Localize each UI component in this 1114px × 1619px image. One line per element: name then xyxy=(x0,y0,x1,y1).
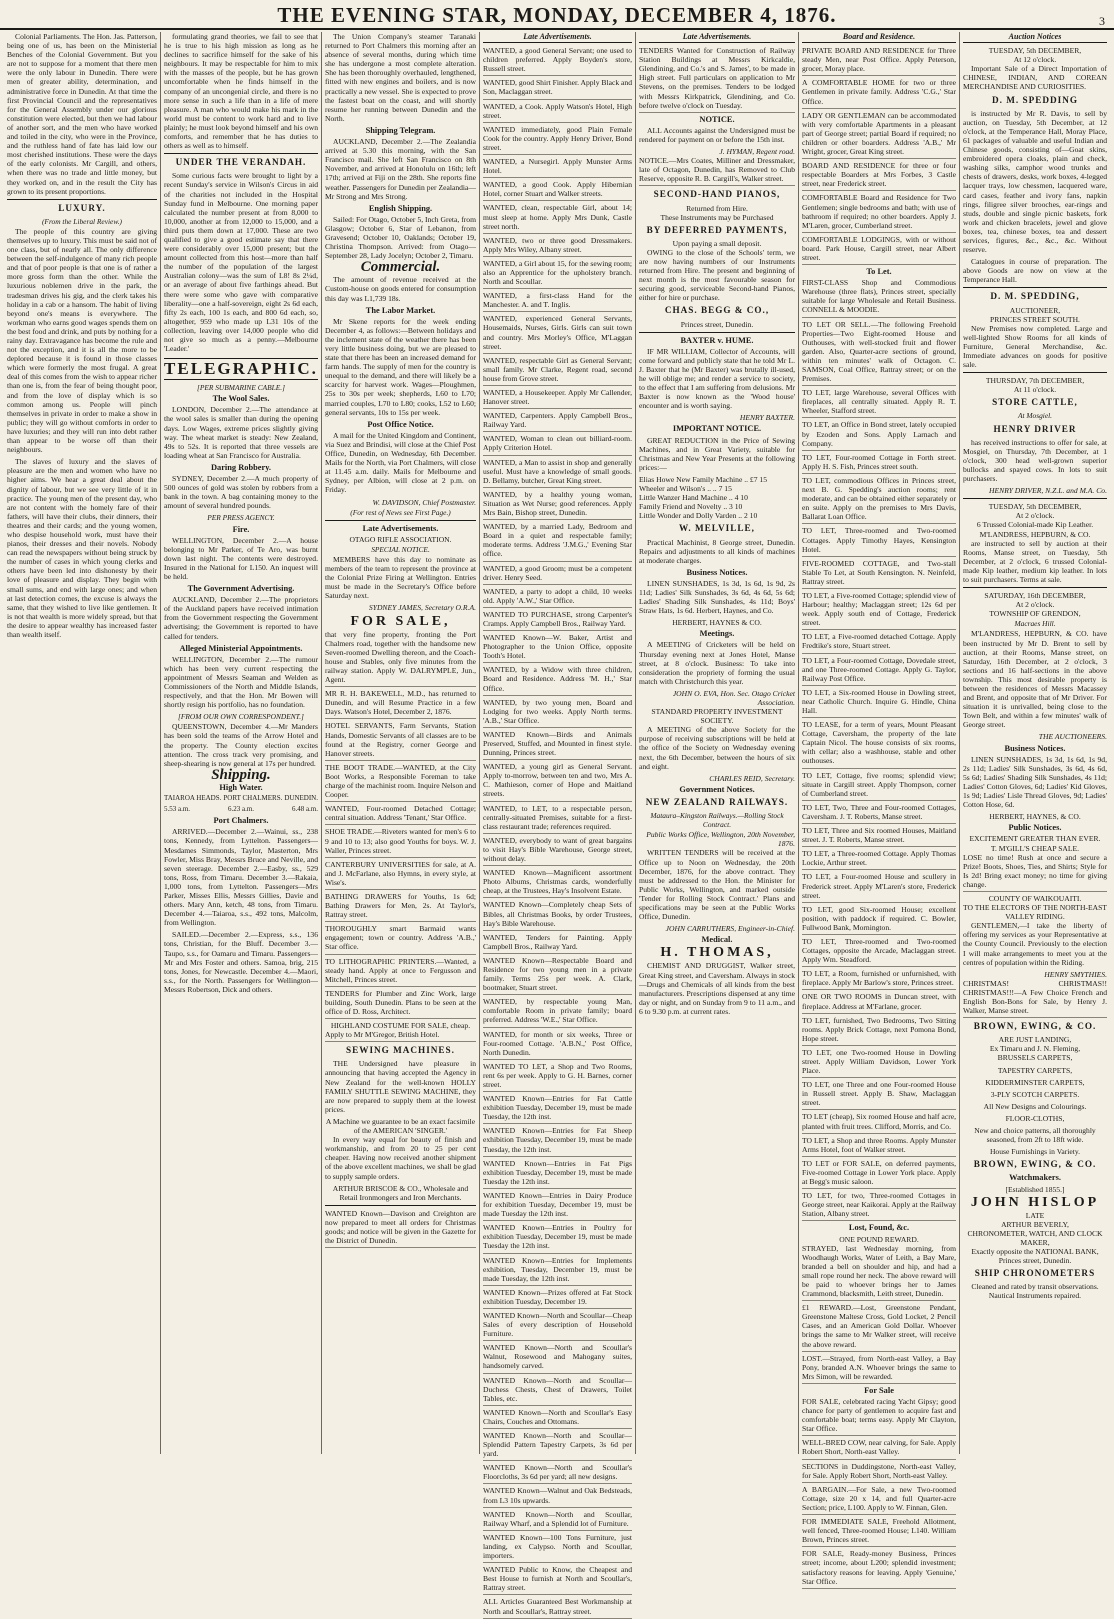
for-sale-heading: For Sale xyxy=(864,1385,894,1395)
column-1 xyxy=(4,32,160,1454)
watch-est: [Established 1855.] xyxy=(1005,1184,1065,1194)
business-title-7: Business Notices. xyxy=(1004,743,1066,753)
list-item: HOTEL SERVANTS, Farm Servants, Station Hands, Domestic Servants of all classes are to be found at the Registry, corner George and Hanover streets. xyxy=(325,721,476,760)
rifle-title: OTAGO RIFLE ASSOCIATION. xyxy=(349,534,452,544)
list-item: TO LET (cheap), Six roomed House and half acre, planted with fruit trees. Clifford, Morris, and Co. xyxy=(802,1112,956,1133)
list-item: WANTED Known—Completely cheap Sets of Bibles, all Christmas Books, by order Trustees, Hay's Bible Warehouse. xyxy=(483,900,632,930)
spedding-text: is instructed by Mr R. Davis, to sell by auction, on Tuesday, 5th December, at 12 o'clock, at the Temperance Hall, Moray Place, 61 packages of valuable and useful Indian and Chinese goods, consisting of—Goat skins, embroidered opera cloaks, plain and check, washing silks, camphor wood trunks and chests of drawers, desks, work boxes, 4-legged lacquer trays, low chessmen, lacquered ware, card cases, feather and ivory fans, napkin rings, filigree silver brooches, ear-rings and studs, double and single picnic baskets, fork work and chicken bracelets, jewel and glove boxes, tea, chinese boxes, tea and dessert services, figures, &c., &c., &c. Without reserve. xyxy=(963,108,1107,255)
cricket-sig: JOHN O. EVA, Hon. Sec. Otago Cricket Association. xyxy=(672,688,795,707)
list-item: WANTED, respectable Girl as General Servant; small family. Mr Clarke, Regent road, second house from Grove street. xyxy=(483,356,632,386)
list-item: THOROUGHLY smart Barmaid wants engagement; town or country. Address 'A.B.,' Star office. xyxy=(325,924,476,954)
herbert-7: HERBERT, HAYNES, & CO. xyxy=(989,812,1081,822)
list-item: 3-PLY SCOTCH CARPETS. xyxy=(990,1089,1080,1099)
list-item: WANTED, experienced General Servants, Housemaids, Nurses, Girls. Girls can suit town and country. Mrs Morley's Office, M'Laggan street. xyxy=(483,314,632,353)
christmas-ad: CHRISTMAS! CHRISTMAS!! CHRISTMAS!!!—A Few Choice French and English Bon-Bons for Sale, by Henry J. Walker, Manse street. xyxy=(963,979,1107,1018)
lost-title: Lost, Found, &c. xyxy=(848,1223,910,1233)
see-first: (For rest of News see First Page.) xyxy=(350,507,451,517)
reward-title: ONE POUND REWARD. xyxy=(839,1234,919,1244)
english-text: Sailed: For Otago, October 5, Inch Greta, from Glasgow; October 6, Star of Lebanon, from Gravesend; October 10, Oaklands; October 19, Christina Thompson. Arrived: from Otago—September 28, Lady Jocelyn; October 2, Timaru. xyxy=(325,214,476,261)
baxter-title: BAXTER v. HUME. xyxy=(680,335,754,345)
port-title: Port Chalmers. xyxy=(213,816,269,826)
labour-text: Mr Skene reports for the week ending December 4, as follows:—Between holidays and the inclement state of the weather there has been very little business doing, but we are pleased to state that there has been an increased demand for farm hands. The supply of men for the country is unequal to the demand, and there will likely be a scarcity for harvest work. Wages—Ploughmen, 25s to 30s per week; shepherds, L60 to L70; married couples, L70 to L80; cooks, L52 to L60; general servants, 10s to 15s per week. xyxy=(325,316,476,417)
col4-head: Late Advertisements. xyxy=(483,32,632,43)
list-item: TO LET or FOR SALE, on deferred payments, Five-roomed Cottage in Lower York place. Apply at Begg's music saloon. xyxy=(802,1159,956,1189)
union-text: The Union Company's steamer Taranaki returned to Port Chalmers this morning after an absence of several months, during which time she has undergone a most complete alteration. She has been thoroughly overhauled, lengthened, fitted with new engines and boilers, and is now practically a new vessel. She is expected to prove the fastest boat on the coast, and will shortly resume her running between Dunedin and the North. xyxy=(325,32,476,123)
list-item: Little Wonder and Dolly Varden .. 2 10 xyxy=(639,511,758,521)
govt-text: AUCKLAND, December 2.—The proprietors of the Auckland papers have received intimation from the Government respecting the Government advertising; the Government is reported to have called for tenders. xyxy=(164,595,318,641)
thomas-title: H. THOMAS, xyxy=(660,945,774,961)
list-item: TO LITHOGRAPHIC PRINTERS.—Wanted, a steady hand. Apply at once to Fergusson and Mitchell, Princes street. xyxy=(325,957,476,987)
page-number: 3 xyxy=(1099,14,1106,28)
fire-title: Fire. xyxy=(232,524,250,534)
list-item: FOR IMMEDIATE SALE, Freehold Allotment, well fenced, Three-roomed House; L140. William Brown, Princes street. xyxy=(802,1517,956,1547)
list-item: TAPESTRY CARPETS, xyxy=(997,1065,1073,1075)
list-item: WANTED Known—Walnut and Oak Bedsteads, from L3 10s upwards. xyxy=(483,1486,632,1507)
col6-to-let-ads xyxy=(802,278,956,1221)
post-signed: W. DAVIDSON, Chief Postmaster. xyxy=(372,497,476,507)
meetings-title: Meetings. xyxy=(699,629,735,639)
sailed-text: SAILED.—December 2.—Express, s.s., 136 tons, Christian, for the Bluff. December 3.—Taupo, s.s., for Oamaru and Timaru. Passengers—Mr and Mrs Foster and others. Samoa, brig, 215 tons, Jones, for Newcastle. December 4.—Maori, s.s., for the North. Passengers for Wellington—Messrs Robertson, Dick and others. xyxy=(164,930,318,994)
list-item: THE BOOT TRADE.—WANTED, at the City Boot Works, a Responsible Foreman to take charge of the machinist room. Inquire Nelson and Cooper. xyxy=(325,763,476,802)
list-item: WANTED, a good Groom; must be a competent driver. Henry Seed. xyxy=(483,564,632,585)
masthead-title: THE EVENING STAR, MONDAY, DECEMBER 4, 1876. xyxy=(277,3,837,27)
fire-text: WELLINGTON, December 2.—A house belonging to Mr Parker, of Te Aro, was burnt down last night. The contents were destroyed. Insured in the National for L150. An inquest will be held. xyxy=(164,535,318,581)
baxter-sig: HENRY BAXTER. xyxy=(739,413,795,423)
list-item: WANTED, a first-class Hand for the Manchester. A. and T. Inglis. xyxy=(483,291,632,312)
article-luxury-2: The slaves of luxury and the slaves of pleasure are the men and women who have no higher aims. We hear a great deal about the dignity of labour, but we see very little of it in practice. The young men of the present day, who are not content with the homely fare of their fathers, will have their clubs, their dinners, their theatres and their cards; and the young women, who despise household work, must have their pianos, their dresses and their novels. Nobody can read the newspapers without being struck by the number of cases in which young clerks and others have been led into dishonesty by their love of pleasure and display. They begin with small sums, and end with large ones; and when at last detection comes, the excuse is always the same, that they wished to live like gentlemen. It is not that wealth is more widely spread, but that the desire to appear wealthy has increased faster than wealth itself. xyxy=(7,457,157,639)
list-item: WANTED, Woman to clean out billiard-room. Apply Criterion Hotel. xyxy=(483,434,632,455)
hislop-title: JOHN HISLOP xyxy=(970,1194,1100,1210)
shipping-title: Shipping. xyxy=(211,766,271,783)
hislop-text: CHRONOMETER, WATCH, AND CLOCK MAKER, xyxy=(967,1228,1103,1247)
cricket-text: A MEETING of Cricketers will be held on Thursday evening next at Jones Hotel, Manse street, at 8 o'clock. Business: To take into consideration the propriety of forming the usual match with Christchurch this year. xyxy=(639,640,795,686)
township-sub: Macraes Hill. xyxy=(1014,619,1056,629)
township-sig: THE AUCTIONEERS. xyxy=(1038,732,1107,742)
tues-title: TUESDAY, 5th DECEMBER, xyxy=(988,46,1082,56)
list-item: A COMFORTABLE HOME for two or three Gentlemen in private family. Address 'C.G.,' Star Office. xyxy=(802,78,956,108)
list-item: WANTED Known—W. Baker, Artist and Photographer to the Union Office, opposite Tooth's Hotel. xyxy=(483,633,632,663)
to-let-title: To Let. xyxy=(866,267,892,277)
auctioneer-sub: AUCTIONEER, xyxy=(1009,305,1061,315)
list-item: TO LET, Cottage, five rooms; splendid view; situate in Cargill street. Apply Thompson, corner of Cumberland street. xyxy=(802,771,956,801)
public-title: Public Notices. xyxy=(1008,823,1062,833)
list-item: WANTED, to LET, to a respectable person, centrally-situated Premises, suitable for a first-class restaurant trade; references required. xyxy=(483,804,632,834)
pianos-l1: Returned from Hire. xyxy=(686,203,748,213)
list-item: WANTED, a party to adopt a child, 10 weeks old. Apply 'A.W.,' Star Office. xyxy=(483,587,632,608)
col5-head: Late Advertisements. xyxy=(639,32,795,43)
list-item: WANTED, a good Cook. Apply Hibernian Hotel, corner Stuart and Walker streets. xyxy=(483,180,632,201)
business-title: Business Notices. xyxy=(686,567,748,577)
watch-title: Watchmakers. xyxy=(1009,1173,1061,1183)
col6-head: Board and Residence. xyxy=(802,32,956,43)
luxury-title: LUXURY. xyxy=(58,202,106,213)
list-item: PRIVATE BOARD AND RESIDENCE for Three steady Men, near Post Office. Apply Peterson, grocer, Moray place. xyxy=(802,46,956,76)
highland-text: Apply to Mr M'Gregor, British Hotel. xyxy=(325,1030,476,1042)
arrived-text: ARRIVED.—December 2.—Wainui, ss., 238 tons, Kennedy, from Lyttelton. Passengers—Mesdames Simmonds, Taylor, Masterton, Mrs Fowler, Miss Bray, Messrs Bruce and Neville, and seven steerage. December 2.—Easby, ss., 529 tons, Ross, from Timaru. December 3.—Rakaia, 1,000 tons, from Lyttelton. Passengers—Mrs Parker, Misses Ellis, Messrs Gillies, Davie and others. Mary Ann, ketch, 48 tons, from Timaru. December 4.—Taiaroa, s.s., 492 tons, Malcolm, from Wellington. xyxy=(164,827,318,928)
sat-time: At 2 o'clock. xyxy=(1015,600,1055,610)
township-title: TOWNSHIP OF GRENDON, xyxy=(989,609,1081,619)
hislop-late: LATE xyxy=(1025,1210,1045,1220)
list-item: A BARGAIN.—For Sale, a new Two-roomed Cottage, size 20 x 14, and full Quarter-acre Section; price, L100. Apply to W. Finnan, Glen. xyxy=(802,1485,956,1515)
catalogues-text: Catalogues in course of preparation. The above Goods are now on view at the Temperance Hall. xyxy=(963,257,1107,285)
brown-sub: ARE JUST LANDING, xyxy=(998,1035,1072,1045)
list-item: WANTED Known—Magnificent assortment Photo Albums, Christmas cards, wonderfully cheap, at the Trustees, Hay's Insolvent Estate. xyxy=(483,868,632,898)
list-item: SECTIONS in Duddingstone, North-east Valley, for Sale. Apply Robert Short, North-east Valley. xyxy=(802,1462,956,1483)
post-title: Post Office Notice. xyxy=(367,419,434,429)
column-7 xyxy=(959,32,1110,1454)
list-item: TO LET, a Four-roomed Cottage, Dovedale street, and one Three-roomed Cottage. Apply G. Taylor, Railway Post Office. xyxy=(802,656,956,686)
herbert: HERBERT, HAYNES & CO. xyxy=(672,618,762,628)
strayed-ad: STRAYED, last Wednesday morning, from Woodhaugh Works, Water of Leith, a Bay Mare, branded a bell on shoulder and hip, and had a small rope round her neck. The above reward will be paid to whoever brings her to James Crammond, blacksmith, Leith street, Dunedin. xyxy=(802,1244,956,1302)
list-item: WELL-BRED COW, near calving, for Sale. Apply Robert Short, North-east Valley. xyxy=(802,1438,956,1459)
tues2-title: TUESDAY, 5th DECEMBER, xyxy=(988,502,1082,512)
singer-text: In every way equal for beauty of finish and workmanship, and from 20 to 25 per cent cheaper. Having now received another shipment of the above excellent machines, we shall be glad to supply sample orders. xyxy=(325,1135,476,1181)
pianos-l4: Upon paying a small deposit. xyxy=(672,238,762,248)
list-item: LADY OR GENTLEMAN can be accommodated with very comfortable Apartments in a pleasant part of George street; partial Board if required; no children or other boarders. Address 'A.B.,' Mr Wright, grocer, Great King street. xyxy=(802,111,956,159)
correspondent: [FROM OUR OWN CORRESPONDENT.] xyxy=(178,712,304,722)
list-item: Little Wanzer Hand Machine .. 4 10 xyxy=(639,493,748,503)
luxury-source: (From the Liberal Review.) xyxy=(41,216,123,226)
list-item: FLOOR-CLOTHS, xyxy=(1005,1113,1065,1123)
melville-text: Practical Machinist, 8 George street, Dunedin. Repairs and adjustments to all kinds of machines at moderate charges. xyxy=(639,537,795,565)
nzr-title: NEW ZEALAND RAILWAYS. xyxy=(645,796,789,807)
list-item: WANTED, by a healthy young woman, Situation as Wet Nurse; good references. Apply Mrs Bain, Bishop street, Dunedin. xyxy=(483,490,632,520)
list-item: WANTED Known—Entries in Dairy Produce for exhibition Tuesday, December 19, must be made Tuesday the 12th inst. xyxy=(483,1191,632,1221)
hislop-sub: ARTHUR BEVERLY, xyxy=(1001,1219,1069,1229)
list-item: TO LET, one Three and one Four-roomed House in Russell street. Apply B. Shaw, Maclaggan street. xyxy=(802,1080,956,1110)
press-agency: PER PRESS AGENCY. xyxy=(207,513,275,523)
list-item: TO LET OR SELL.—The following Freehold Properties—Two Eight-roomed House and Outhouses, with well-stocked fruit and flower garden. Also, Quarter-acre sections of ground, within ten minutes' walk of Octagon. C. SAMSON, Coal Office, Rattray street; or on the Premises. xyxy=(802,320,956,387)
important-text: GREAT REDUCTION in the Price of Sewing Machines, and in Great Variety, suitable for Christmas and New Year Presents at the following prices:— xyxy=(639,435,795,472)
standard-text: A MEETING of the above Society for the purpose of receiving subscriptions will be held at the office of the Society on Wednesday evening next, the 6th December, between the hours of six and eight. xyxy=(639,725,795,771)
briscoe: ARTHUR BRISCOE & CO., Wholesale and Retail Ironmongers and Iron Merchants. xyxy=(332,1183,469,1202)
column-2 xyxy=(160,32,321,1454)
important-title: IMPORTANT NOTICE. xyxy=(672,424,762,434)
masthead xyxy=(0,0,1114,30)
list-item: Family Friend and Novelty .. 3 10 xyxy=(639,502,743,512)
list-item: WANTED, for month or six weeks, Three or Four-roomed Cottage. 'A.B.N.,' Post Office, North Dunedin. xyxy=(483,1030,632,1060)
list-item: TO LET, one Two-roomed House in Dowling street. Apply William Davidson, Lower York Place. xyxy=(802,1048,956,1078)
wool-text: LONDON, December 2.—The attendance at the wool sales is smaller than during the opening days. Low Wages, extreme prices slightly giving way. The wheat market is steady: New Zealand, 49s to 52s. It is reported that three vessels are loading wheat at San Francisco for Australia. xyxy=(164,405,318,460)
col6-sale-ads xyxy=(802,1397,956,1589)
county-title: COUNTY OF WAIKOUAITI. xyxy=(988,893,1082,903)
telegraphic-sub: [PER SUBMARINE CABLE.] xyxy=(196,383,286,393)
cattle-title: STORE CATTLE, xyxy=(992,397,1078,408)
list-item: WANTED Known—Prizes offered at Fat Stock exhibition Tuesday, December 19. xyxy=(483,1288,632,1309)
list-item: WANTED, a Housekeeper. Apply Mr Callender, Hanover street. xyxy=(483,388,632,409)
electors-title: TO THE ELECTORS OF THE NORTH-EAST VALLEY RIDING. xyxy=(963,903,1107,922)
list-item: WANTED, everybody to want of great bargains to visit Hay's Bible Warehouse, George street, without delay. xyxy=(483,836,632,866)
list-item: WANTED, by respectable young Man, comfortable Room in private family; board preferred. Address 'W.E.,' Star Office. xyxy=(483,997,632,1027)
tues-text: Important Sale of a Direct Importation of CHINESE, INDIAN, AND COREAN MERCHANDISE AND CURIOSITIES. xyxy=(963,64,1107,92)
last-ad: WANTED Known—Davison and Creighton are now prepared to meet all orders for Christmas goods; and notice will be given in the Gazette for the District of Dunedin. xyxy=(325,1209,476,1248)
list-item: WANTED Known—North and Scoullar's Walnut, Rosewood and Mahogany suites, handsomely carved. xyxy=(483,1343,632,1373)
baxter-text: IF MR WILLIAM, Collector of Accounts, will come forward and publicly state that he told Mr L. J. Baxter that he (Mr Baxter) was brutally ill-used, he will oblige me; and render a service to society, to the effect that I am suffering from delusions. Mr Baxter is now known as the 'Wood house' encounter and is worth saying. xyxy=(639,346,795,411)
english-title: English Shipping. xyxy=(368,203,433,213)
brown-text: Ex Timaru and J. N. Fleming, xyxy=(989,1044,1081,1054)
tenders-ad: TENDERS Wanted for Construction of Railway Station Buildings at Messrs Kirkcaldie, Glendining, and Co.'s and S. James', to be made in High street. Full particulars on application to Mr Stevens, on the premises. Tenders to be lodged with Messrs Kirkpatrick, Glendining, and Co. before twelve o'clock on Tuesday. xyxy=(639,46,795,113)
rifle-text: MEMBERS have this day to nominate as members of the team to represent the province at the Colonial Prize Firing at Wellington. Entries must be made in the Secretary's Office before Saturday next. xyxy=(325,554,476,601)
list-item: WANTED Known—North and Scoullar—Cheap Sales of every description of Household Furniture. xyxy=(483,1311,632,1341)
telegraphic-title: TELEGRAPHIC. xyxy=(164,359,318,379)
tues2-text: 6 Trussed Colonial-made Kip Leather. xyxy=(976,520,1094,530)
list-item: WANTED, two or three good Dressmakers. Apply Mrs Wiley, Albany street. xyxy=(483,236,632,257)
sewing-text: THE Undersigned have pleasure in announcing that having accepted the Agency in New Zealand for the well-known HOLLY FAMILY SHUTTLE SEWING MACHINE, they are now prepared to supply them at the lowest prices. xyxy=(325,1059,476,1114)
article-parliaments: Colonial Parliaments. The Hon. Jas. Patterson, being one of us, has been on the Ministerial Benches of the Colonial Government. But you are not to suppose for a moment that there men were the only labour in Dunedin. There were men of greater ability, determination, and administrative force in Dunedin. At that time the first Provincial Council and the representatives for the General Assembly under our glorious constitution were elected, but then we had labour of another sort, and the men who have worked and toiled in the city, who were in the Province, and the ruthless hand of fate has laid low our most cherished institutions. These were the days of the early colonists. Mr Cargill, and others, when there was no trade and little money, but they worked on, and in the result the City has grown to its present proportions. xyxy=(7,32,157,196)
col7-head: Auction Notices xyxy=(963,32,1107,43)
spedding-title: D. M. SPEDDING xyxy=(992,94,1078,105)
highland-title: HIGHLAND COSTUME FOR SALE, cheap. xyxy=(330,1021,471,1031)
coates-ad: NOTICE.—Mrs Coates, Milliner and Dressmaker, late of Octagon, Dunedin, has Removed to Club Reserve, opposite R. B. Cargill's, Walker street. xyxy=(639,156,795,186)
thomas-text: CHEMIST AND DRUGGIST, Walker street, Great King street, and Caversham. Always in stock—Drugs and Chemicals of all kinds from the best manufacturers. Prescriptions dispensed at any time day or night, and on Sunday from 9 to 11 a.m., and 6 to 9.30 p.m. at current rates. xyxy=(639,961,795,1016)
list-item: WANTED Known—Respectable Board and Residence for two young men in a private family. Terms 25s per week. A. Clark, bootmaker, Stuart street. xyxy=(483,956,632,995)
auctioneer-addr: PRINCES STREET SOUTH. xyxy=(990,314,1080,324)
list-item: WANTED, clean, respectable Girl, about 14; must sleep at home. Apply Mrs Dunk, Castle street north. xyxy=(483,203,632,233)
list-item: WANTED, a young girl as General Servant. Apply to-morrow, between ten and two, Mrs A. C. Mathieson, corner of Hope and Maitland streets. xyxy=(483,762,632,801)
medical-title: Medical. xyxy=(701,935,733,945)
list-item: TO LET, a Five-roomed detached Cottage. Apply Fredtike's store, Stuart street. xyxy=(802,632,956,653)
list-item: WANTED Known—North and Scoullar—Splendid Pattern Tapestry Carpets, 3s 6d per yard. xyxy=(483,1431,632,1461)
list-item: TO LET, for two, Three-roomed Cottages in George street, near Kaikorai. Apply at the Railway Station, Albany street. xyxy=(802,1191,956,1221)
standard-title: STANDARD PROPERTY INVESTMENT SOCIETY. xyxy=(651,707,783,726)
verandah-title: UNDER THE VERANDAH. xyxy=(175,157,307,168)
list-item: WANTED, by a Widow with three children, Board and Residence. Address 'M. H.,' Star Office. xyxy=(483,665,632,695)
driver-sig: HENRY DRIVER, N.Z.L. and M.A. Co. xyxy=(989,486,1107,496)
mgill: T. M'GILL'S CHEAP SALE. xyxy=(990,843,1080,853)
high-water-title: High Water. xyxy=(219,782,263,792)
list-item: TO LET, an Office in Bond street, lately occupied by Ezoden and Sons. Apply Larnach and Company. xyxy=(802,420,956,450)
standard-sig: CHARLES REID, Secretary. xyxy=(709,773,795,783)
list-item: SHOE TRADE.—Riveters wanted for men's 6 to 9 and 10 to 13; also good Youths for boys. W. J. Waller, Princes street. xyxy=(325,827,476,857)
hislop-last: Cleaned and rated by transit observations. Nautical Instruments repaired. xyxy=(971,1282,1099,1301)
list-item: WANTED immediately, good Plain Female Cook for the country. Apply Henry Driver, Bond street. xyxy=(483,125,632,155)
commercial-title: Commercial. xyxy=(360,259,441,276)
begg-title: CHAS. BEGG & CO., xyxy=(664,305,770,316)
list-item: KIDDERMINSTER CARPETS, xyxy=(985,1077,1085,1087)
list-item: TO LET, good Six-roomed House; excellent position, with paddock if required. C. Bowler, Fullwood Bank, Mornington. xyxy=(802,905,956,935)
notice-title: NOTICE. xyxy=(699,114,735,124)
column-5 xyxy=(635,32,798,1454)
excitement: EXCITEMENT GREATER THAN EVER. xyxy=(969,834,1101,844)
brown-items xyxy=(963,1053,1107,1156)
list-item: TO LET, a Six-roomed House in Dowling street, near Catholic Church. Inquire G. Hindle, China Hall. xyxy=(802,688,956,718)
col4-ads xyxy=(483,46,632,1619)
list-item: WANTED Known—North and Scoullar—Duchess Chests, Chest of Drawers, Toilet Tables, etc. xyxy=(483,1376,632,1406)
list-item: FOR SALE, celebrated racing Yacht Gipsy; good chance for party of gentlemen to acquire fast and comfortable boat; terms easy. Apply Mr Clayton, Star Office. xyxy=(802,1397,956,1436)
tide-heads: TAIAROA HEADS. PORT CHALMERS. DUNEDIN. xyxy=(164,794,318,803)
alleged-text: WELLINGTON, December 2.—The rumour which has been very current respecting the appointment of Messrs Seaman and Welden as Commissioners of the North and Middle Islands, respectively, and that the Hon. Mr Bowen will shortly resign his portfolio, has no foundation. xyxy=(164,654,318,710)
rifle-sub: SPECIAL NOTICE. xyxy=(371,544,430,554)
list-item: TO LET, a Four-roomed House and scullery in Frederick street. Apply M'Laren's store, Frederick street. xyxy=(802,872,956,902)
thurs-title: THURSDAY, 7th DECEMBER, xyxy=(985,376,1085,386)
list-item: New and choice patterns, all thoroughly seasoned, from 2ft to 18ft wide. xyxy=(974,1126,1096,1145)
list-item: WANTED TO LET, a Shop and Two Rooms, rent 6s per week. Apply to G. H. Barnes, corner street. xyxy=(483,1062,632,1092)
electors-text: GENTLEMEN,—I take the liberty of offering my services as your Representative at the County Council. Previously to the election I will make arrangements to meet you at the centres of population within the Riding. xyxy=(963,921,1107,967)
list-item: TO LET, large Warehouse, several Offices with fireplaces, all centrally situated. Apply R. T. Wheeler, Stafford street. xyxy=(802,388,956,418)
list-item: WANTED, Carpenters. Apply Campbell Bros., Railway Yard. xyxy=(483,411,632,432)
list-item: WANTED Known—Birds and Animals Preserved, Stuffed, and Mounted in finest style. Dunning, Princes street. xyxy=(483,730,632,760)
list-item: WANTED, Four-roomed Detached Cottage; central situation. Address 'Tenant,' Star Office. xyxy=(325,804,476,825)
list-item: ALL Articles Guaranteed Best Workmanship at North and Scoullar's, Rattray street. xyxy=(483,1597,632,1618)
robbery-text: SYDNEY, December 2.—A much property of 500 ounces of gold was stolen by robbers from a bank in the town. A bag containing money to the amount of several hundred pounds. xyxy=(164,474,318,511)
alleged-title: Alleged Ministerial Appointments. xyxy=(179,643,303,653)
mlandress-text: are instructed to sell by auction at their Rooms, Manse street, on Tuesday, 5th December, at 2 o'clock, 6 trussed Colonial-made Kip leather, medium kip leather. In lots to suit purchasers. Terms at sale. xyxy=(963,538,1107,584)
list-item: FIVE-ROOMED COTTAGE, and Two-stall Stable To Let, at South Kensington. N. Neinfeld, Rattray street. xyxy=(802,559,956,589)
hislop-chron: SHIP CHRONOMETERS xyxy=(974,1268,1096,1279)
govt-notices-title: Government Notices. xyxy=(679,784,755,794)
singer-title: A Machine we guarantee to be an exact facsimile of the AMERICAN 'SINGER.' xyxy=(325,1116,476,1136)
late-ads-title: Late Advertisements. xyxy=(362,523,439,533)
list-item: TO LET, a Five-roomed Cottage; splendid view of Harbour; healthy; Maclaggan street; 12s 6d per week. Apply south end of Cottage, Frederick street. xyxy=(802,591,956,630)
list-item: BOARD AND RESIDENCE for three or four respectable Boarders at Mrs Forbes, 3 Castle street, near Frederick street. xyxy=(802,161,956,191)
robbery-title: Daring Robbery. xyxy=(210,462,272,472)
hislop-addr: Exactly opposite the NATIONAL BANK, Princes street, Dunedin. xyxy=(971,1247,1099,1266)
article-verandah: Some curious facts were brought to light by a recent Sunday's service in Wilson's Circus in aid of the charities not included in the Hospital Sunday fund in Melbourne. One morning paper calculated the number present at from 8,000 to 10,000, another at from 12,000 to 15,000, and a third puts them down at 17,000. These are two qualified to give a good estimate say that there were considerably over 15,000 present; but the amount collected from this host—more than half the number of the population of the largest Australian colony—was the sum of L8! 8s 2¼d, or an average of about five farthings ahead. But there were some who gave with comparative liberality—one a half-sovereign, eight 2s 6d each, fifty 2s each, 100 1s each, and 800 6d each, so, altogether, 959 who made up L31 10s of the collection, leaving over 14,000 people who did not give so much as a penny.—Melbourne 'Leader.' xyxy=(164,171,318,354)
lose-ad: LOSE no time! Rush at once and secure a Prize! Boots, Shoes, Ties, and Shirts; Style for Is 2d! Bring exact money; no time for giving change. xyxy=(963,853,1107,892)
driver-title: HENRY DRIVER xyxy=(993,423,1077,434)
list-item: TENDERS for Plumber and Zinc Work, large building, South Dunedin. Plans to be seen at the office of D. Ross, Architect. xyxy=(325,989,476,1019)
nzr-sub: Mataura–Kingston Railways.—Rolling Stock Contract. xyxy=(650,811,784,830)
tide-times: 5.53 a.m. 6.23 a.m. 6.48 a.m. xyxy=(164,805,318,814)
list-item: FIRST-CLASS Shop and Commodious Warehouse (three flats), Princes street, specially suitable for large Wholesale and Retail Business. CONNELL & MOODIE. xyxy=(802,278,956,317)
list-item: FOR SALE, Ready-money Business, Princes street; income, about L200; splendid investment; satisfactory reasons for leaving. Apply 'Genuine,' Star Office. xyxy=(802,1549,956,1588)
list-item: TO LET, a Three-roomed Cottage. Apply Thomas Lockie, Arthur street. xyxy=(802,849,956,870)
list-item: TO LET, a Room, furnished or unfurnished, with fireplace. Apply Mr Barlow's store, Princes street. xyxy=(802,969,956,990)
for-sale-title: FOR SALE, xyxy=(350,613,451,629)
list-item: WANTED, Tenders for Painting. Apply Campbell Bros., Railway Yard. xyxy=(483,933,632,954)
list-item: TO LET, Two, Three and Four-roomed Cottages, Caversham. J. T. Roberts, Manse street. xyxy=(802,803,956,824)
brown-sig: BROWN, EWING, & CO. xyxy=(973,1159,1097,1170)
list-item: WANTED Known—North and Scoullar's Floorcloths, 3s 6d per yard; all new designs. xyxy=(483,1463,632,1484)
pianos-text: OWING to the close of the Schools' term, we are now having numbers of our Instruments returned from Hire. The present and beginning of next month is the most favourable season for securing good, serviceable Second-hand Pianos, either for hire or purchase. xyxy=(639,247,795,303)
list-item: WANTED Known—Entries in Fat Pigs exhibition Tuesday, December 19, must be made Tuesday the 12th inst. xyxy=(483,1159,632,1189)
list-item: WANTED, a Girl about 15, for the sewing room; also an Apprentice for the upholstery branch. North and Scoullar. xyxy=(483,259,632,289)
driver-text: has received instructions to offer for sale, at Mosgiel, on Thursday, 7th December, at 1 o'clock, 300 head well-grown superior bullocks and spayed cows. In lots to suit purchasers. xyxy=(963,437,1107,484)
list-item: Wheeler and Wilson's .. .. 7 15 xyxy=(639,484,732,494)
bakewell-ad: MR R. H. BAKEWELL, M.D., has returned to Dunedin, and will Resume Practice in a few Days. Watson's Hotel, December 2, 1876. xyxy=(325,689,476,719)
price-list xyxy=(639,475,795,520)
nzr-text: WRITTEN TENDERS will be received at the Office up to Noon on Wednesday, the 20th December, 1876, for the above contract. They must be addressed to the Hon. the Minister for Public Works, Wellington, and marked outside 'Tender for Rolling Stock Contract.' Plans and specifications may be seen at the Public Works Office, Dunedin. xyxy=(639,848,795,922)
lost-ad: LOST.—Strayed, from North-east Valley, a Bay Pony, branded A.N. Whoever brings the same to Mrs Simon, will be rewarded. xyxy=(802,1354,956,1384)
telegram-title: Shipping Telegram. xyxy=(365,125,436,135)
melville-title: W. MELVILLE, xyxy=(679,523,755,534)
list-item: WANTED Known—Entries for Fat Sheep exhibition Tuesday, December 19, must be made Tuesday, the 12th inst. xyxy=(483,1126,632,1156)
list-item: WANTED Known—Entries for Implements exhibition, Tuesday, December 19, must be made Tuesday, the 12th inst. xyxy=(483,1256,632,1286)
list-item: All New Designs and Colourings. xyxy=(983,1101,1087,1111)
list-item: WANTED, good Shirt Finisher. Apply Black and Son, Maclaggan street. xyxy=(483,78,632,99)
for-sale-text: that very fine property, fronting the Port Chalmers road, together with the handsome new Seven-roomed Dwelling thereon, and the Coach-house and Stables, only five minutes from the railway station. Apply W. DALRYMPLE, Jun., Agent. xyxy=(325,630,476,688)
list-item: WANTED, by two young men, Board and Lodging for two weeks. Apply North terms. 'A.B.,' Star Office. xyxy=(483,698,632,728)
column-6 xyxy=(798,32,959,1586)
article-luxury: The people of this country are giving themselves up to luxury. This must be said not of one class, but of nearly all. The only difference between the self-indulgence of many rich people and that of poor people is that one is of rather a more gross form than the other. While the luxurious noblemen drive in the park, the tradesman drives his gig, and the clerk takes his holiday in a cab or a hansom. The habit of living beyond one's means is everywhere. The workman who earns good wages spends them on the best food and drink, and puts by nothing for a rainy day. Extravagance has become the rule and not the exception, and it is all the more to be deplored because it is found in those classes which were formerly the most frugal. A great deal of this comes from the wish to appear richer than one is, from the fear of being thought poor, and from the love of display which is so common among us. People will pinch themselves in private in order to make a show in public; they will go without comforts in order to have luxuries; and they will run into debt rather than appear to be worse off than their neighbours. xyxy=(7,226,157,455)
linen-text: LINEN SUNSHADES, 1s 3d, 1s 6d, 1s 9d, 2s 11d; Ladies' Silk Sunshades, 3s 6d, 4s 6d, 5s 6d; Ladies' Shading Silk Sunshades, 4s 11d; Boys' Straw Hats, 1s 6d. Herbert, Haynes, and Co. xyxy=(639,578,795,616)
telegram-text: AUCKLAND, December 2.—The Zealandia arrived at 5.30 this morning, with the San Francisco mail. She left San Francisco on 8th November, and arrived at Honolulu on 16th; left 17th; arrived at Fiji on the 28th. She reports fine weather. Passengers for Dunedin per Zealandia—Mr Strong and Mrs Strong. xyxy=(325,137,476,201)
pianos-title: SECOND-HAND PIANOS, xyxy=(653,189,781,200)
article-intro: formulating grand theories, we fail to see that he is true to his high mission as long as he declines to sacrifice himself for the sake of his neighbours. It may be respectable for him to mix with the masses of the people, but he has grown uncomfortable when he finds himself in the company of an uncongenial circle, and there is no more sense in such a life than in a life of mere pleasure. A man who would make his mark in the world must be content to work hard and to live plainly; he must look beyond himself and his own comforts, and remember that he has duties to others as well as to himself. xyxy=(164,32,318,151)
list-item: WANTED Known—100 Tons Furniture, just landing, ex Calypso. North and Scoullar, importers. xyxy=(483,1533,632,1563)
list-item: WANTED Known—Entries in Poultry for exhibition Tuesday, December 19, must be made Tuesday the 12th inst. xyxy=(483,1223,632,1253)
list-item: COMFORTABLE Board and Residence for Two Gentlemen; single bedrooms and bath; with use of bathroom if required; no other boarders. Apply J. M'Laren, grocer, Cumberland street. xyxy=(802,193,956,232)
sat-title: SATURDAY, 16th DECEMBER, xyxy=(984,591,1086,601)
list-item: WANTED, by a married Lady, Bedroom and Board in a quiet and respectable family; moderate terms. Address 'J.M.G.,' Evening Star office. xyxy=(483,522,632,561)
column-4 xyxy=(479,32,635,1616)
list-item: WANTED, a Man to assist in shop and generally useful. Must have a knowledge of small goods. D. Bellamy, butcher, Great King street. xyxy=(483,458,632,488)
list-item: TO LET, Three-roomed and Two-roomed Cottages. Apply Timothy Hayes, Kensington Hotel. xyxy=(802,526,956,556)
wool-title: The Wool Sales. xyxy=(212,394,270,404)
list-item: House Furnishings in Variety. xyxy=(989,1147,1081,1157)
list-item: WANTED Known—North and Scoullar's Easy Chairs, Couches and Ottomans. xyxy=(483,1408,632,1429)
nzr-sig: JOHN CARRUTHERS, Engineer-in-Chief. xyxy=(665,924,795,934)
commercial-text: The amount of revenue received at the Custom-house on goods entered for consumption this day was L1,739 18s. xyxy=(325,275,476,303)
list-item: TO LET, Four-roomed Cottage in Forth street. Apply H. S. Fish, Princes street south. xyxy=(802,453,956,474)
list-item: TO LET, furnished, Two Bedrooms, Two Sitting rooms. Apply Brick Cottage, next Pomona Bond, Hope street. xyxy=(802,1016,956,1046)
auctioneer-title: D. M. SPEDDING, xyxy=(990,291,1080,302)
rifle-sig: SYDNEY JAMES, Secretary O.R.A. xyxy=(368,603,476,613)
brown-title: BROWN, EWING, & CO. xyxy=(973,1021,1097,1032)
list-item: WANTED Known—North and Scoullar, Railway Wharf, and a Splendid lot of Furniture. xyxy=(483,1510,632,1531)
notice-sig: J. HYMAN, Regent road. xyxy=(719,147,795,157)
list-item: WANTED TO PURCHASE, strong Carpenter's Cramps. Apply Campbell Bros., Railway Yard. xyxy=(483,610,632,631)
sewing-title: SEWING MACHINES. xyxy=(346,1045,455,1056)
pianos-l2: These Instruments may be Purchased xyxy=(660,212,774,222)
list-item: WANTED Public to Know, the Cheapest and Best House to furnish at North and Scoullar's, Rattray street. xyxy=(483,1565,632,1595)
list-item: COMFORTABLE LODGINGS, with or without board. Park House, Cargill street, near Albert street. xyxy=(802,235,956,265)
list-item: TO LET, a Shop and three Rooms. Apply Munster Arms Hotel, foot of Walker street. xyxy=(802,1136,956,1157)
list-item: TO LET, commodious Offices in Princes street, next B. G. Spedding's auction rooms; rent moderate, and can be obtained either separately or en suite. Apply on the premises to Mrs Davis, Ballarat Loan Office. xyxy=(802,476,956,524)
pianos-l3: BY DEFERRED PAYMENTS, xyxy=(646,224,788,235)
nzr-office: Public Works Office, Wellington, 20th November, 1876. xyxy=(646,830,795,849)
mlandress-title: M'LANDRESS, HEPBURN, & CO. xyxy=(979,529,1091,539)
linen-text-7: LINEN SUNSHADES, 1s 3d, 1s 6d, 1s 9d, 2s 11d; Ladies' Silk Sunshades, 3s 6d, 4s 6d, 5s 6d; Ladies' Shading Silk Sunshades, 4s 11d; Ladies' Cotton Gloves, 6d; Ladies' Kid Gloves, 1s 9d; Ladies' Lisle Thread Gloves, 9d; Ladies' Cotton Hose, 6d. xyxy=(963,754,1107,810)
reward2-ad: £1 REWARD.—Lost, Greenstone Pendant, Greenstone Maltese Cross, Gold Locket, 2 Pencil Cases, and an American Gold Dollar. Whoever brings the same to Mr Walker street, will receive the above reward. xyxy=(802,1303,956,1351)
list-item: WANTED, a good General Servant; one used to children preferred. Apply Boyden's store, Russell street. xyxy=(483,46,632,76)
list-item: BRUSSELS CARPETS, xyxy=(997,1053,1073,1063)
govt-title: The Government Advertising. xyxy=(187,584,295,594)
post-text: A mail for the United Kingdom and Continent, via Suez and Brindisi, will close at the Chief Post Office, Dunedin, on Wednesday, 6th December. Mails for the North, via Port Chalmers, will close at 11.45 a.m. daily. Mails for Melbourne and Sydney, per Albion, will close at 2 p.m. on Friday. xyxy=(325,430,476,495)
list-item: TO LET, Three-roomed and Two-roomed Cottages, opposite the Arcade, Maclaggan street. Apply Wm. Steadford. xyxy=(802,937,956,967)
notice-text: ALL Accounts against the Undersigned must be rendered for payment on or before the 15th inst. xyxy=(639,125,795,144)
labour-title: The Labor Market. xyxy=(365,305,436,315)
list-item: WANTED Known—Entries for Fat Cattle exhibition Tuesday, December 19, must be made Tuesday, the 12th inst. xyxy=(483,1094,632,1124)
electors-sig: HENRY SMYTHIES. xyxy=(1044,969,1107,979)
list-item: CANTERBURY UNIVERSITIES for sale, at A. and J. McFarlane, also Hymns, in every style, at Wise's. xyxy=(325,860,476,890)
tues2-time: At 2 o'clock. xyxy=(1015,511,1055,521)
tues-time: At 12 o'clock. xyxy=(1013,55,1057,65)
list-item: Elias Howe New Family Machine .. £7 15 xyxy=(639,474,768,484)
thurs-time: At 11 o'clock. xyxy=(1013,385,1057,395)
list-item: ONE OR TWO ROOMS in Duncan street, with fireplace. Address at M'Farlane, grocer. xyxy=(802,992,956,1013)
township-text: M'LANDRESS, HEPBURN, & CO. have been instructed by Mr D. Brent to sell by auction, at their Rooms, Manse street, on Saturday, 16th December, at 2 o'clock, 3 sections and 16 half-sections in the above township. This most desirable property is between the residences of Messrs Macassey and Brent, and opposite that of Mr Driver. For situation it is unrivalled, being close to the Town Belt, and within a few minutes' walk of George street. xyxy=(963,629,1107,730)
queenstown-text: QUEENSTOWN, December 4.—Mr Manders has been sold the teams of the Arrow Hotel and the property. The County election excites attention. The cross track very promising, and sheep-shearing is now general at 17s per hundred. xyxy=(164,722,318,768)
auctioneer-text: New Premises now completed. Large and well-lighted Show Rooms for all kinds of Furniture, General Merchandise, &c. Immediate advances on goods for positive sale. xyxy=(963,323,1107,370)
col6-board-ads xyxy=(802,46,956,265)
list-item: BATHING DRAWERS for Youths, 1s 6d; Bathing Drawers for Men, 2s. At Taylor's, Rattray street. xyxy=(325,892,476,922)
list-item: WANTED, a Nursegirl. Apply Munster Arms Hotel. xyxy=(483,157,632,178)
list-item: TO LEASE, for a term of years, Mount Pleasant Cottage, Caversham, the property of the late Captain Nicol. The house consists of six rooms, with cellar; also a washhouse, stable and other outhouses. xyxy=(802,720,956,768)
list-item: WANTED, a Cook. Apply Watson's Hotel, High street. xyxy=(483,102,632,123)
cattle-sub: At Mosgiel. xyxy=(1017,411,1053,421)
list-item: TO LET, Three and Six roomed Houses, Maitland street. J. T. Roberts, Manse street. xyxy=(802,826,956,847)
begg-addr: Princes street, Dunedin. xyxy=(680,319,754,329)
column-3 xyxy=(321,32,479,1454)
